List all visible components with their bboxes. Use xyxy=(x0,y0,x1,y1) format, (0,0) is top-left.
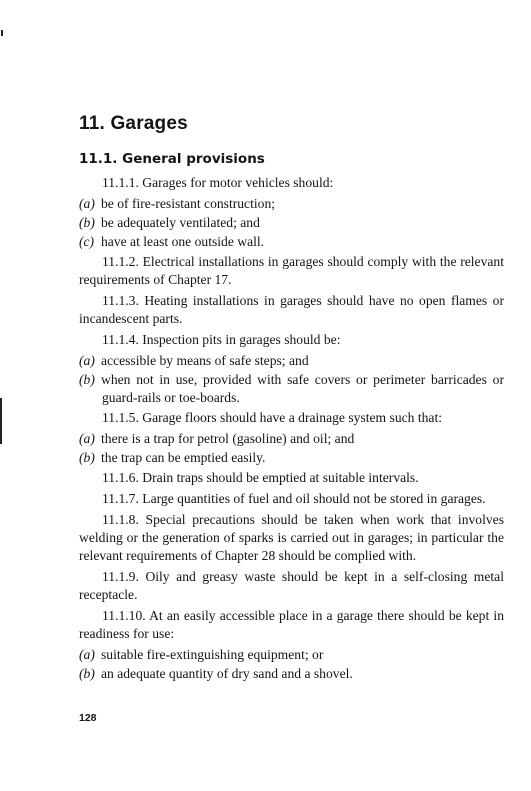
paragraph: 11.1.9. Oily and greasy waste should be kept in a self-closing metal receptacle. xyxy=(79,569,504,602)
list-item-label: (b) xyxy=(79,215,95,230)
page-number: 128 xyxy=(79,712,97,724)
list-item-label: (c) xyxy=(79,234,95,249)
paragraph: 11.1.6. Drain traps should be emptied at suitable intervals. xyxy=(102,470,419,485)
section-title: 11.1. General provisions xyxy=(79,151,265,167)
list-item xyxy=(79,449,504,467)
list-item-text: there is a trap for petrol (gasoline) and oil; and xyxy=(101,431,355,446)
paragraph: 11.1.10. At an easily accessible place in a garage there should be kept in readiness for use: xyxy=(79,608,504,641)
list-item xyxy=(79,195,504,213)
list-item xyxy=(79,214,504,232)
paragraph: 11.1.3. Heating installations in garages should have no open flames or incandescent parts. xyxy=(79,293,504,326)
list-item xyxy=(79,352,504,370)
list-item-text: suitable fire-extinguishing equipment; or xyxy=(101,647,324,662)
paragraph: 11.1.7. Large quantities of fuel and oil should not be stored in garages. xyxy=(102,491,486,506)
list-item-label: (a) xyxy=(79,647,95,662)
list-item xyxy=(79,233,504,251)
list-item-label: (a) xyxy=(79,196,95,211)
list-item xyxy=(79,371,504,407)
list-item-label: (b) xyxy=(79,450,95,465)
paragraph: 11.1.8. Special precautions should be taken when work that involves welding or the generation of sparks is carried out in garages; in particular the relevant requirements of Chapter 28 should be complied with. xyxy=(79,512,504,563)
list-item xyxy=(79,646,504,664)
list-item-text: accessible by means of safe steps; and xyxy=(101,353,309,368)
list-item-text: when not in use, provided with safe covers or perimeter barricades or guard-rails or toe-boards. xyxy=(101,372,504,405)
list-item-text: the trap can be emptied easily. xyxy=(101,450,266,465)
list-item-text: have at least one outside wall. xyxy=(101,234,265,249)
paragraph: 11.1.5. Garage floors should have a drainage system such that: xyxy=(102,410,443,425)
paragraph: 11.1.4. Inspection pits in garages should be: xyxy=(102,332,341,347)
list-item-label: (b) xyxy=(79,372,95,387)
chapter-title: 11. Garages xyxy=(79,113,188,134)
list-item xyxy=(79,430,504,448)
list-item-label: (b) xyxy=(79,666,95,681)
list-item-label: (a) xyxy=(79,353,95,368)
paragraph: 11.1.1. Garages for motor vehicles should: xyxy=(102,175,334,190)
paragraph: 11.1.2. Electrical installations in garages should comply with the relevant requirements of Chapter 17. xyxy=(79,254,504,287)
list-item-label: (a) xyxy=(79,431,95,446)
list-item xyxy=(79,665,504,683)
margin-mark xyxy=(0,398,2,444)
list-item-text: an adequate quantity of dry sand and a shovel. xyxy=(101,666,353,681)
list-item-text: be adequately ventilated; and xyxy=(101,215,260,230)
list-item-text: be of fire-resistant construction; xyxy=(101,196,276,211)
section-body xyxy=(79,174,504,684)
margin-mark xyxy=(1,30,3,36)
